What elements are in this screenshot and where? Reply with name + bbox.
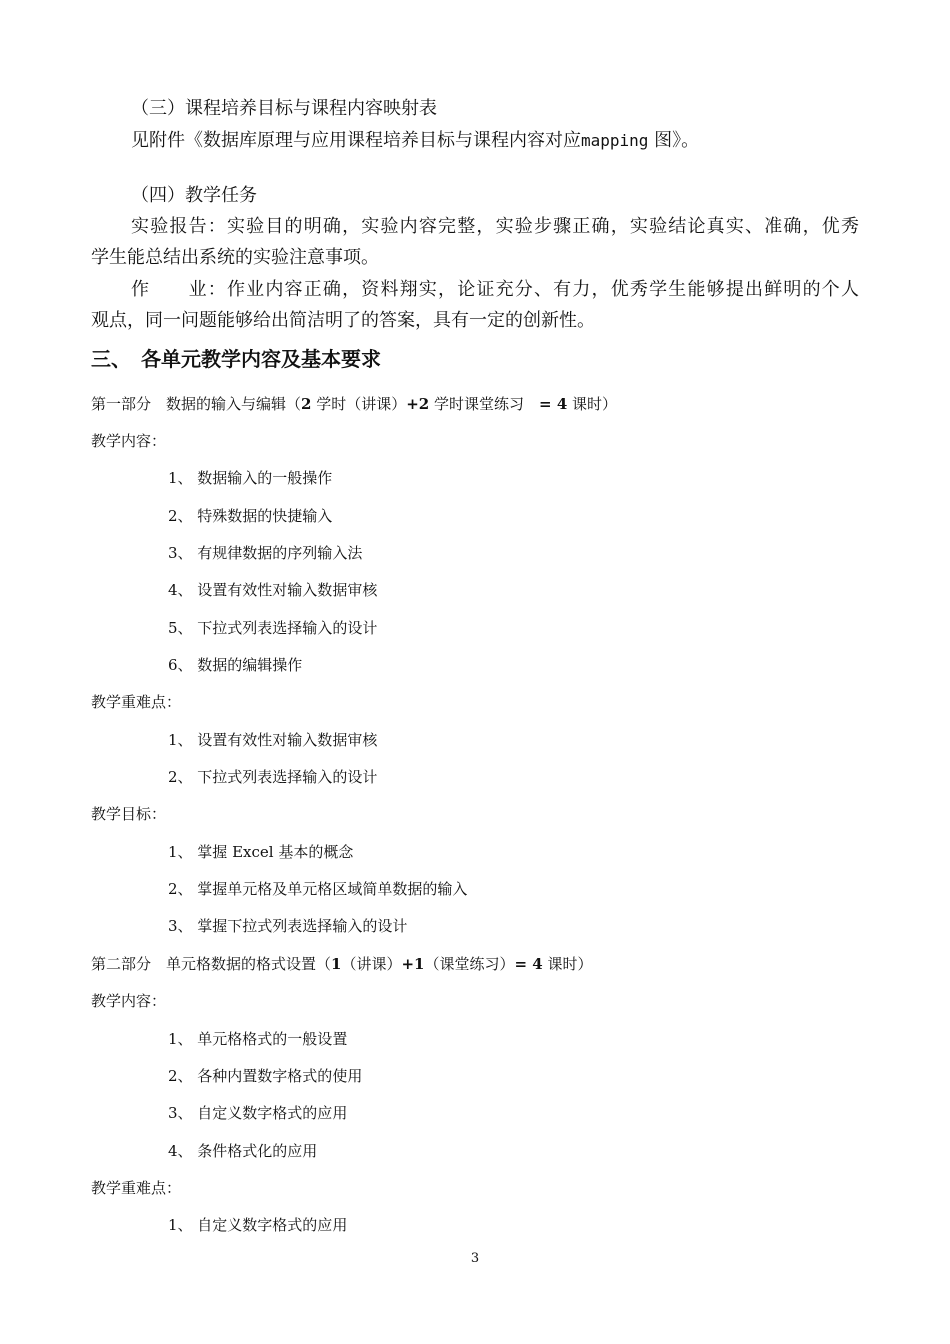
main-heading: 三、 各单元教学内容及基本要求 bbox=[91, 347, 381, 371]
part2-title-e: （课堂练习） bbox=[424, 955, 515, 973]
list-item: 3、 自定义数字格式的应用 bbox=[168, 1104, 348, 1122]
attachment-mapping-word: mapping bbox=[581, 131, 649, 150]
part2-title-b: 1 bbox=[331, 955, 342, 973]
list-item: 1、 自定义数字格式的应用 bbox=[168, 1216, 348, 1234]
list-item: 5、 下拉式列表选择输入的设计 bbox=[168, 619, 378, 637]
part1-title bbox=[91, 393, 617, 414]
report-line-1: 实验报告：实验目的明确，实验内容完整，实验步骤正确，实验结论真实、准确，优秀 bbox=[131, 216, 859, 237]
list-item: 1、 数据输入的一般操作 bbox=[168, 469, 333, 487]
homework-line-1: 作 业：作业内容正确，资料翔实，论证充分、有力，优秀学生能够提出鲜明的个人 bbox=[131, 279, 859, 300]
list-item: 2、 掌握单元格及单元格区域简单数据的输入 bbox=[168, 880, 468, 898]
part1-title-c: 学时（讲课） bbox=[311, 395, 407, 413]
list-item: 1、 单元格格式的一般设置 bbox=[168, 1030, 348, 1048]
list-item: 2、 各种内置数字格式的使用 bbox=[168, 1067, 363, 1085]
part1-title-e: 学时课堂练习 bbox=[429, 395, 540, 413]
section3-heading: （三）课程培养目标与课程内容映射表 bbox=[131, 98, 437, 119]
section3-attachment-line bbox=[131, 126, 699, 152]
list-item: 6、 数据的编辑操作 bbox=[168, 656, 303, 674]
part1-title-g: 课时） bbox=[567, 395, 618, 413]
list-item: 1、 设置有效性对输入数据审核 bbox=[168, 731, 378, 749]
part1-goal-label: 教学目标： bbox=[91, 805, 167, 823]
part2-difficult-label: 教学重难点： bbox=[91, 1179, 182, 1197]
part2-title-g: 课时） bbox=[542, 955, 593, 973]
part1-title-f: = 4 bbox=[539, 395, 568, 413]
list-item: 1、 掌握 Excel 基本的概念 bbox=[168, 843, 354, 861]
attachment-text-pre: 见附件《数据库原理与应用课程培养目标与课程内容对应 bbox=[131, 130, 581, 151]
attachment-text-post: 图》。 bbox=[648, 130, 700, 151]
part1-difficult-label: 教学重难点： bbox=[91, 693, 182, 711]
list-item: 3、 有规律数据的序列输入法 bbox=[168, 544, 363, 562]
part1-title-a: 第一部分 数据的输入与编辑（ bbox=[91, 395, 302, 413]
part2-title bbox=[91, 953, 593, 974]
part1-title-b: 2 bbox=[301, 395, 312, 413]
list-item: 4、 条件格式化的应用 bbox=[168, 1142, 318, 1160]
list-item: 4、 设置有效性对输入数据审核 bbox=[168, 581, 378, 599]
part2-content-label: 教学内容： bbox=[91, 992, 167, 1010]
section4-heading: （四）教学任务 bbox=[131, 185, 257, 206]
part2-title-a: 第二部分 单元格数据的格式设置（ bbox=[91, 955, 332, 973]
homework-line-2: 观点，同一问题能够给出简洁明了的答案，具有一定的创新性。 bbox=[91, 310, 595, 331]
part2-title-d: +1 bbox=[401, 955, 425, 973]
list-item: 2、 特殊数据的快捷输入 bbox=[168, 507, 333, 525]
list-item: 2、 下拉式列表选择输入的设计 bbox=[168, 768, 378, 786]
report-line-2: 学生能总结出系统的实验注意事项。 bbox=[91, 247, 379, 268]
part1-content-label: 教学内容： bbox=[91, 432, 167, 450]
part2-title-c: （讲课） bbox=[341, 955, 402, 973]
part2-title-f: = 4 bbox=[514, 955, 543, 973]
list-item: 3、 掌握下拉式列表选择输入的设计 bbox=[168, 917, 408, 935]
page-number: 3 bbox=[470, 1251, 480, 1266]
part1-title-d: +2 bbox=[406, 395, 430, 413]
